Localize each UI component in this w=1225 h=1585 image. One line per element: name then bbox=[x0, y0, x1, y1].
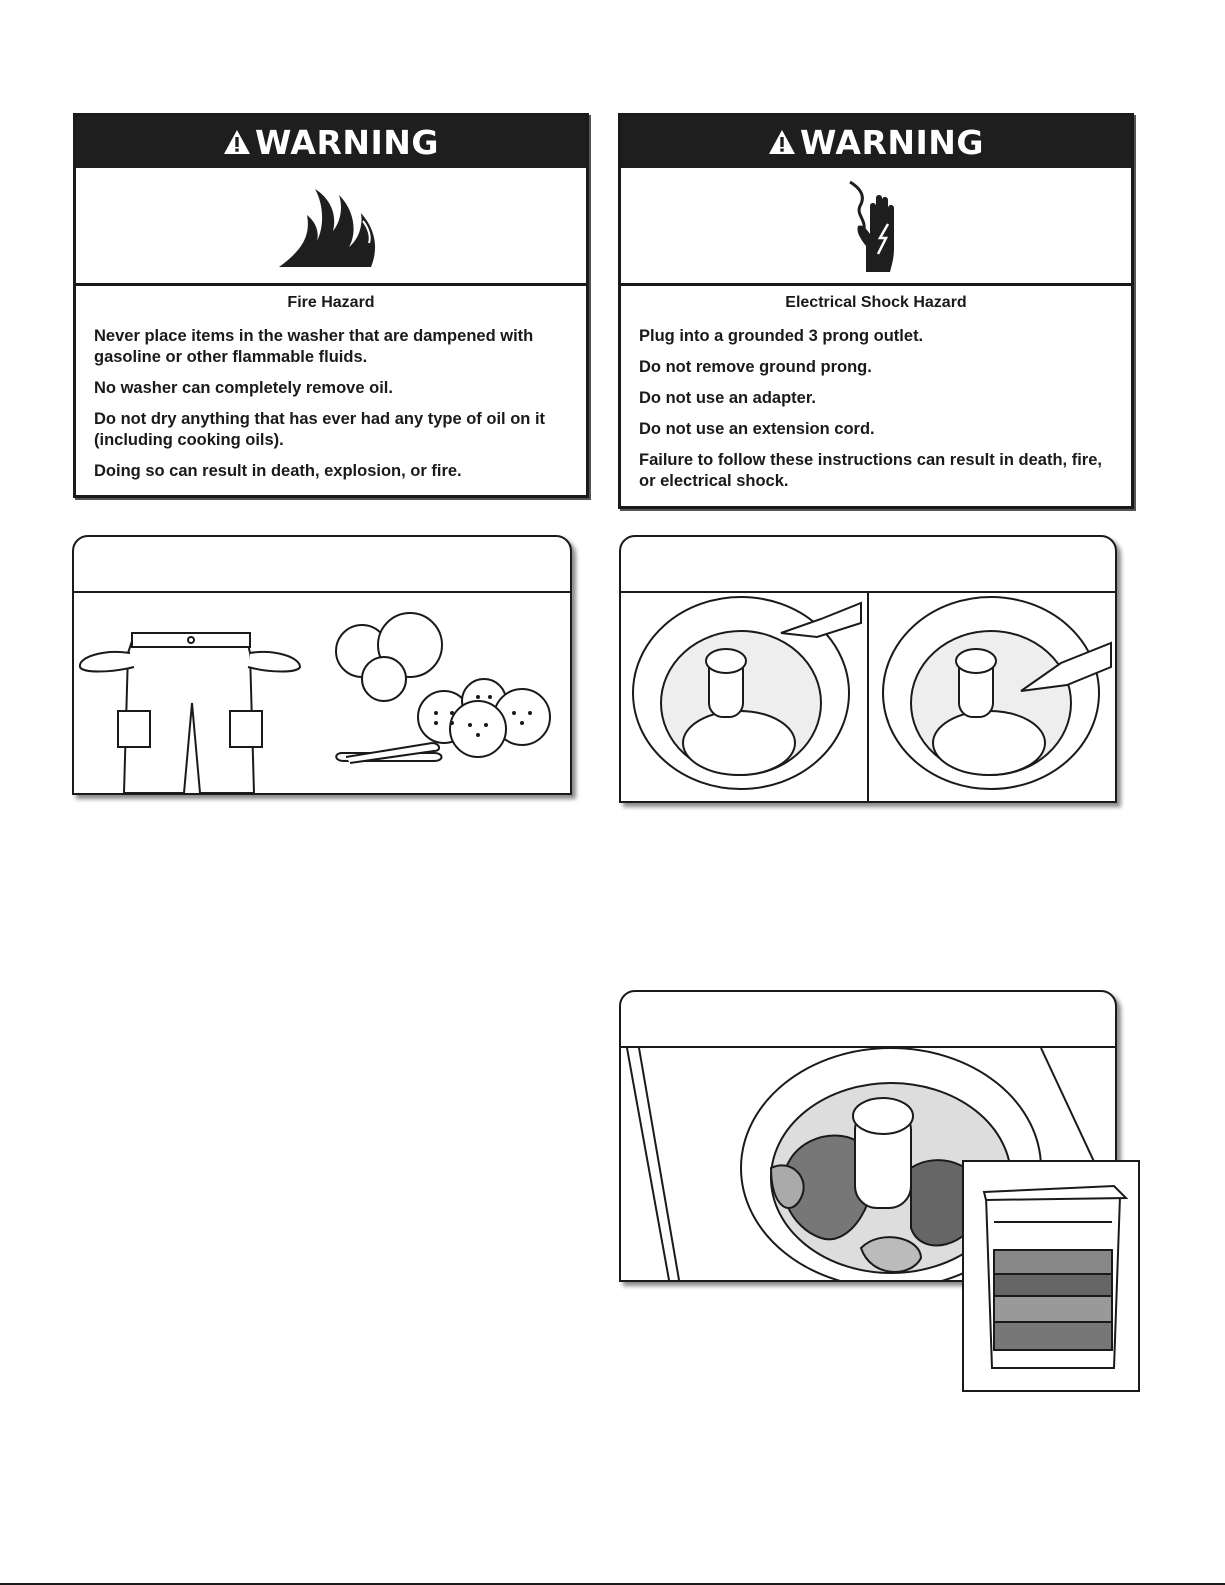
washer-side-view-icon bbox=[964, 1162, 1138, 1390]
hazard-line: Do not use an adapter. bbox=[639, 389, 816, 407]
inset-washer-side-view bbox=[962, 1160, 1140, 1392]
hazard-line: Plug into a grounded 3 prong outlet. bbox=[639, 327, 924, 345]
hazard-title: Fire Hazard bbox=[287, 294, 375, 311]
hazard-line: Doing so can result in death, explosion, or fire. bbox=[94, 462, 462, 480]
panel-caption-bar bbox=[621, 537, 1115, 593]
shock-icon-area bbox=[621, 168, 1131, 286]
alert-triangle-icon bbox=[223, 129, 251, 155]
warning-heading: WARNING bbox=[800, 122, 984, 162]
illustration-washer-pretreat bbox=[619, 535, 1117, 803]
hazard-line: No washer can completely remove oil. bbox=[94, 379, 393, 397]
hazard-line: Failure to follow these instructions can result in death, fire, or electrical shock. bbox=[639, 451, 1102, 490]
warning-header bbox=[621, 116, 1131, 168]
hazard-line: Do not dry anything that has ever had any type of oil on it (including cooking oils). bbox=[94, 410, 546, 449]
hazard-title: Electrical Shock Hazard bbox=[785, 294, 967, 311]
warning-heading: WARNING bbox=[255, 122, 439, 162]
illustration-empty-pockets bbox=[72, 535, 572, 795]
washer-tub-illustrations bbox=[621, 593, 1115, 803]
alert-triangle-icon bbox=[768, 129, 796, 155]
fire-icon-area bbox=[76, 168, 586, 286]
warning-body bbox=[621, 286, 1131, 492]
hazard-line: Do not use an extension cord. bbox=[639, 420, 875, 438]
pants-coins-buttons-illustration bbox=[74, 593, 570, 793]
panel-caption-bar bbox=[621, 992, 1115, 1048]
fire-icon bbox=[271, 181, 391, 271]
shock-hand-icon bbox=[836, 176, 916, 276]
hazard-line: Never place items in the washer that are dampened with gasoline or other flammable fluids. bbox=[94, 327, 534, 366]
warning-fire-box bbox=[73, 113, 589, 498]
warning-header bbox=[76, 116, 586, 168]
warning-body bbox=[76, 286, 586, 482]
hazard-line: Do not remove ground prong. bbox=[639, 358, 872, 376]
panel-caption-bar bbox=[74, 537, 570, 593]
warning-shock-box bbox=[618, 113, 1134, 509]
